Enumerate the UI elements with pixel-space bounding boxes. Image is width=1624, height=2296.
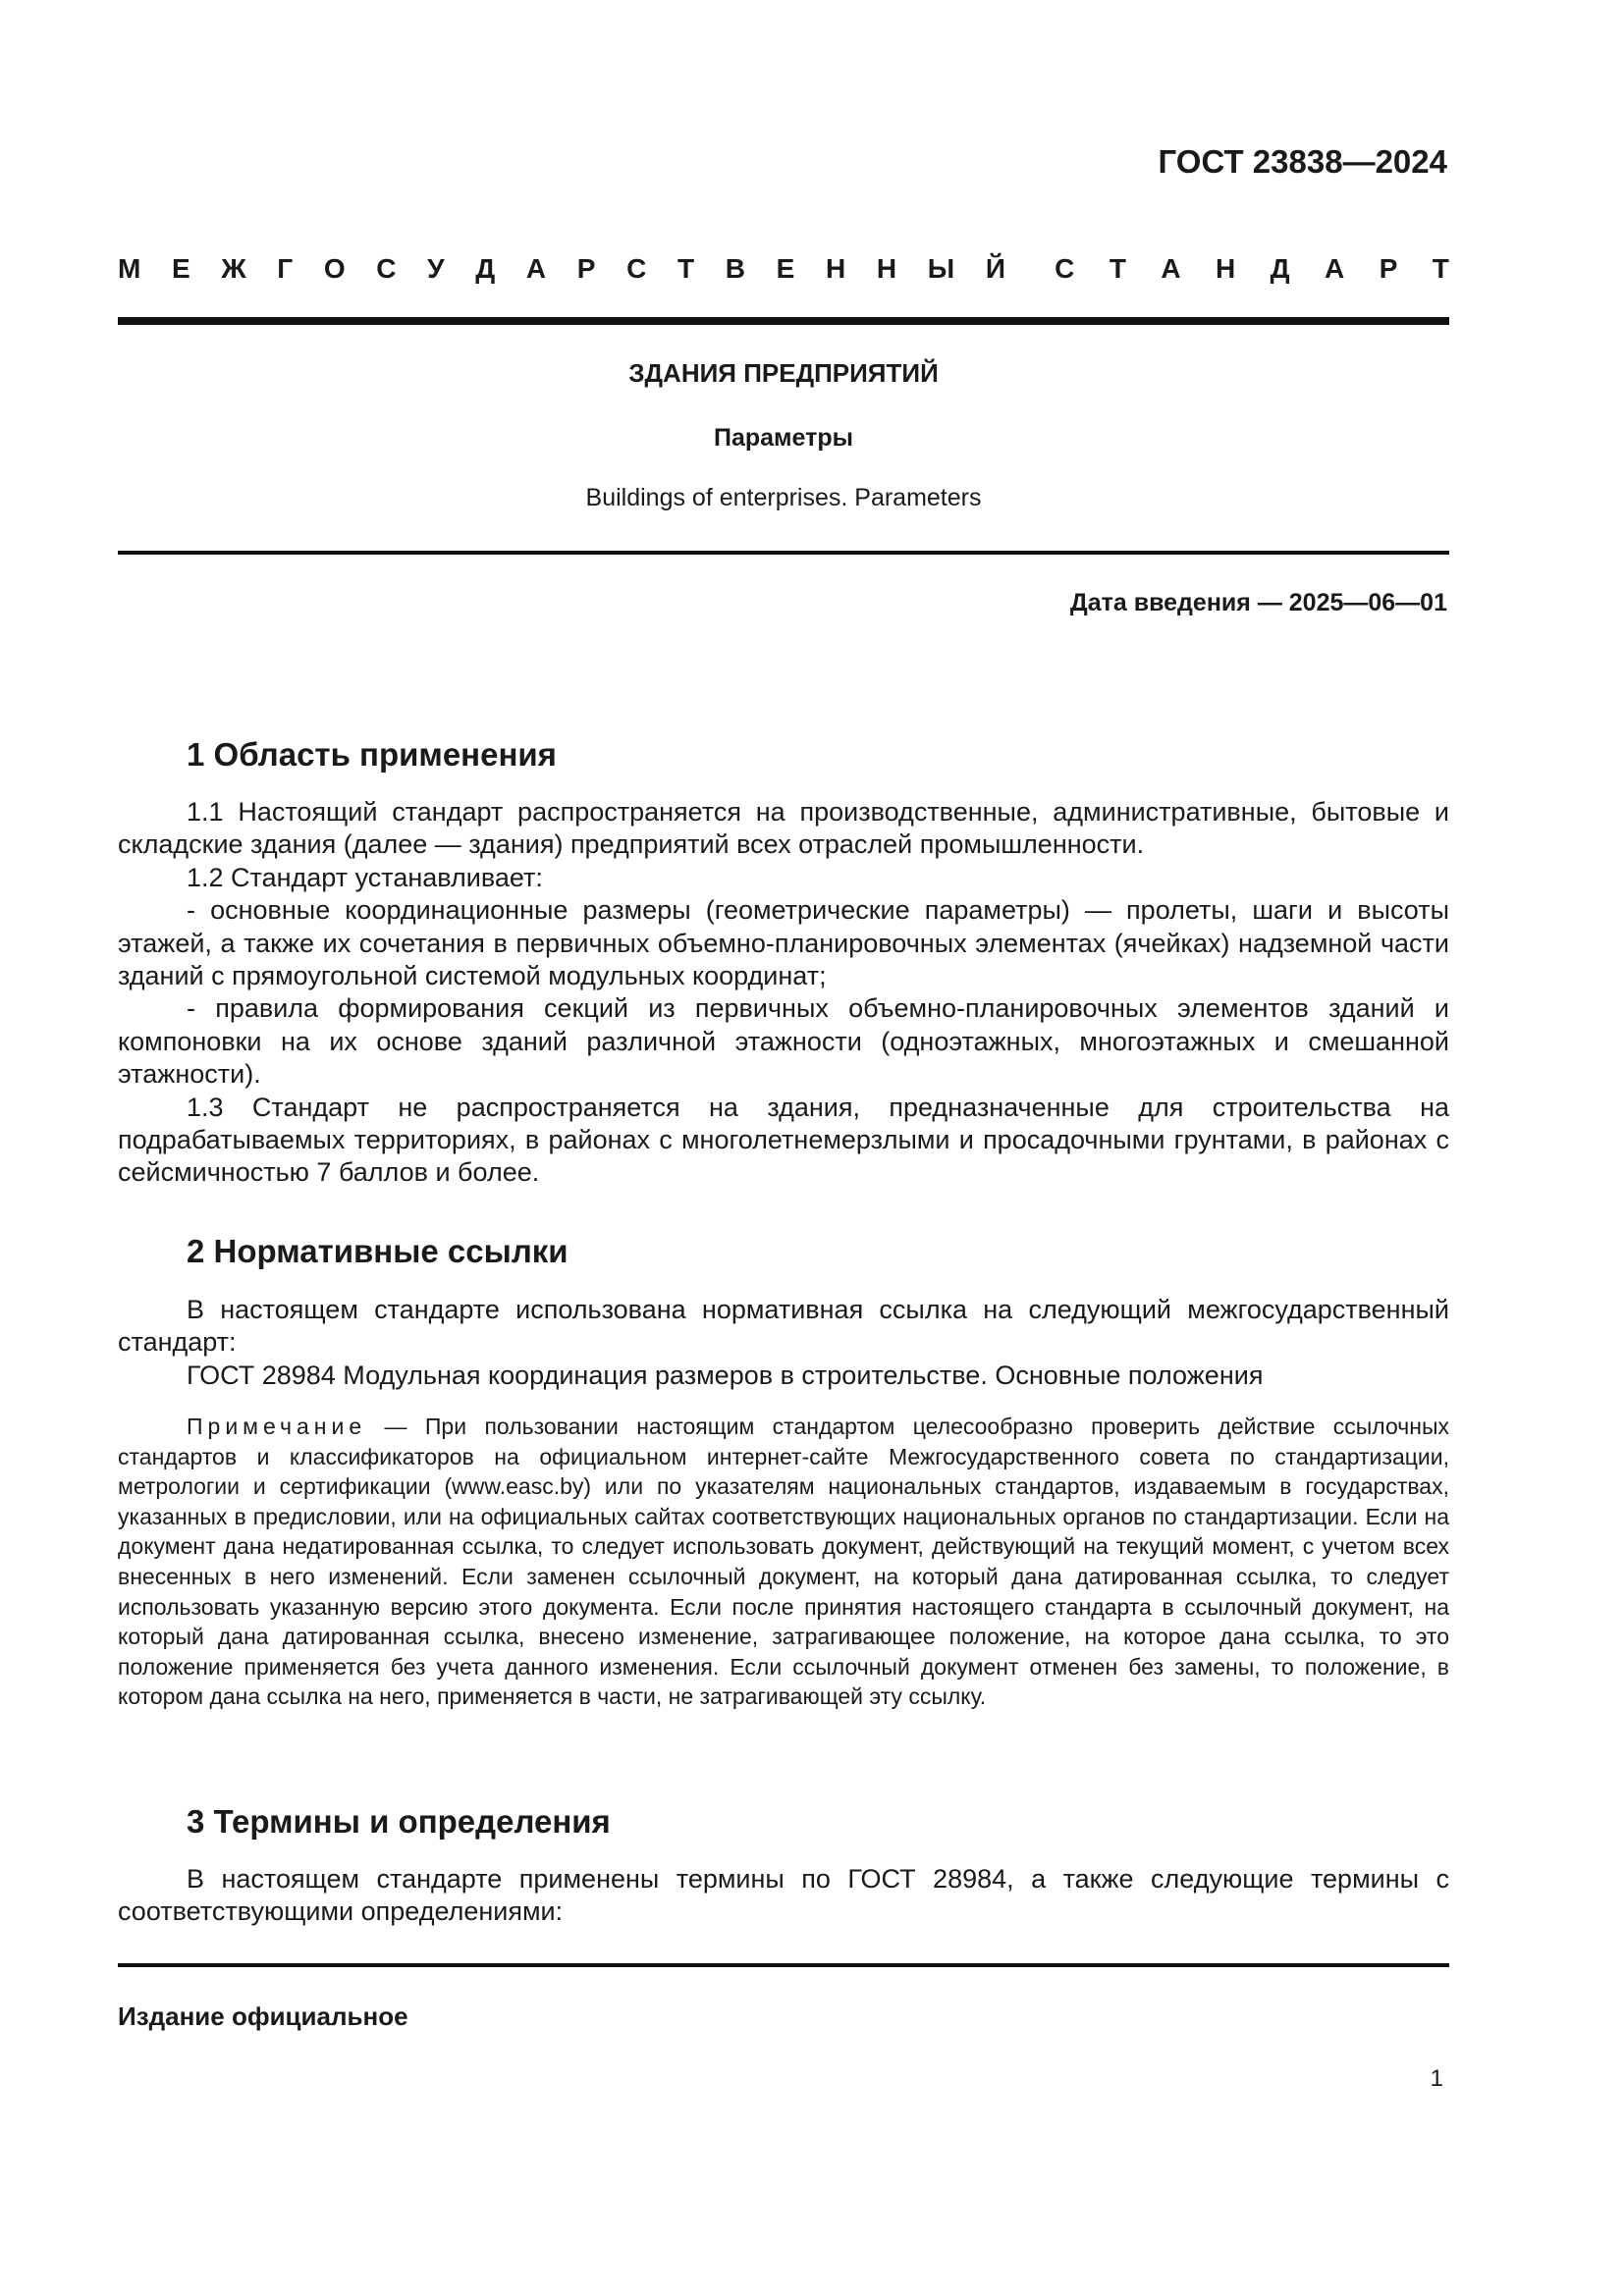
title-letter: Е (776, 253, 795, 284)
document-number: ГОСТ 23838—2024 (1158, 143, 1447, 180)
introduction-date: Дата введения — 2025—06—01 (1069, 589, 1447, 616)
title-letter: Й (985, 253, 1005, 284)
note-block (118, 1412, 1449, 1712)
title-letter: Н (825, 253, 846, 284)
title-letter: Г (277, 253, 294, 284)
title-letter: Ы (927, 253, 955, 284)
title-letter: У (427, 253, 445, 284)
title-letter: Р (1379, 253, 1398, 284)
note-label: Примечание (187, 1414, 367, 1439)
document-subtitle: Параметры (714, 424, 853, 452)
document-title: ЗДАНИЯ ПРЕДПРИЯТИЙ (628, 358, 939, 388)
section-2-body (118, 1294, 1449, 1392)
title-letter: С (376, 253, 397, 284)
section-1-body (118, 796, 1449, 1190)
title-letter: Е (171, 253, 190, 284)
title-letter: О (323, 253, 346, 284)
section-3-body (118, 1863, 1449, 1929)
paragraph-1-3: 1.3 Стандарт не распространяется на здания, предназначенные для строительства на подрабатываемых территориях, в районах с многолетнемерзлыми и просадочными грунтами, в районах с сейсмичностью 7 баллов и более. (118, 1092, 1449, 1188)
title-letter: Т (1109, 253, 1126, 284)
page-number: 1 (1430, 2065, 1443, 2092)
title-letter: Т (677, 253, 695, 284)
document-title-english: Buildings of enterprises. Parameters (585, 484, 982, 511)
list-item: - основные координационные размеры (геометрические параметры) — пролеты, шаги и высоты этажей, а также их сочетания в первичных объемно-планировочных элементах (ячейках) надземной части зданий с прямоугольной системой модульных координат; (118, 895, 1449, 991)
interstate-word-2 (1055, 253, 1449, 285)
interstate-standard-title (118, 253, 1449, 285)
title-letter: Р (576, 253, 596, 284)
list-item: - правила формирования секций из первичных объемно-планировочных элементов зданий и компоновки на их основе зданий различной этажности (одноэтажных, многоэтажных и смешанной этажности). (118, 993, 1449, 1090)
title-letter: В (725, 253, 745, 284)
title-letter: А (525, 253, 547, 284)
section-3-heading: 3 Термины и определения (187, 1803, 611, 1840)
title-rule (118, 551, 1449, 555)
reference-item: ГОСТ 28984 Модульная координация размеров в строительстве. Основные положения (187, 1360, 1264, 1390)
section-2-heading: 2 Нормативные ссылки (187, 1233, 568, 1269)
title-letter: Ж (221, 253, 246, 284)
title-letter: А (1161, 253, 1181, 284)
paragraph-1-2: 1.2 Стандарт устанавливает: (187, 862, 543, 892)
title-letter: С (1055, 253, 1075, 284)
title-letter: Т (1432, 253, 1449, 284)
footer-rule (118, 1963, 1449, 1967)
top-thick-rule (118, 317, 1449, 325)
title-letter: А (1325, 253, 1345, 284)
title-letter: Н (876, 253, 897, 284)
paragraph-1-1: 1.1 Настоящий стандарт распространяется на производственные, административные, бытовые и складские здания (далее — здания) предприятий всех отраслей промышленности. (118, 797, 1449, 860)
title-letter: С (626, 253, 647, 284)
paragraph-2-intro: В настоящем стандарте использована нормативная ссылка на следующий межгосударственный стандарт: (118, 1295, 1449, 1358)
title-letter: Н (1216, 253, 1236, 284)
paragraph-3-intro: В настоящем стандарте применены термины по ГОСТ 28984, а также следующие термины с соответствующими определениями: (118, 1864, 1449, 1927)
note-text: — При пользовании настоящим стандартом целесообразно проверить действие ссылочных стандартов и классификаторов на официальном интернет-сайте Межгосударственного совета по стандартизации, метрологии и сертификации (www.easc.by) или по указателям национальных стандартов, издаваемым в государствах, указанных в предисловии, или на официальных сайтах соответствующих национальных органов по стандартизации. Если на документ дана недатированная ссылка, то следует использовать документ, действующий на текущий момент, с учетом всех внесенных в него изменений. Если заменен ссылочный документ, на который дана датированная ссылка, то следует использовать указанную версию этого документа. Если после принятия настоящего стандарта в ссылочный документ, на который дана датированная ссылка, внесено изменение, затрагивающее положение, на которое дана ссылка, то это положение применяется без учета данного изменения. Если ссылочный документ отменен без замены, то положение, в котором дана ссылка на него, применяется в части, не затрагивающей эту ссылку. (118, 1414, 1449, 1710)
official-edition-label: Издание официальное (118, 2002, 408, 2031)
section-1-heading: 1 Область применения (187, 736, 557, 773)
title-letter: Д (1270, 253, 1290, 284)
title-letter: Д (475, 253, 496, 284)
interstate-word-1 (118, 253, 1005, 285)
title-letter: М (118, 253, 141, 284)
